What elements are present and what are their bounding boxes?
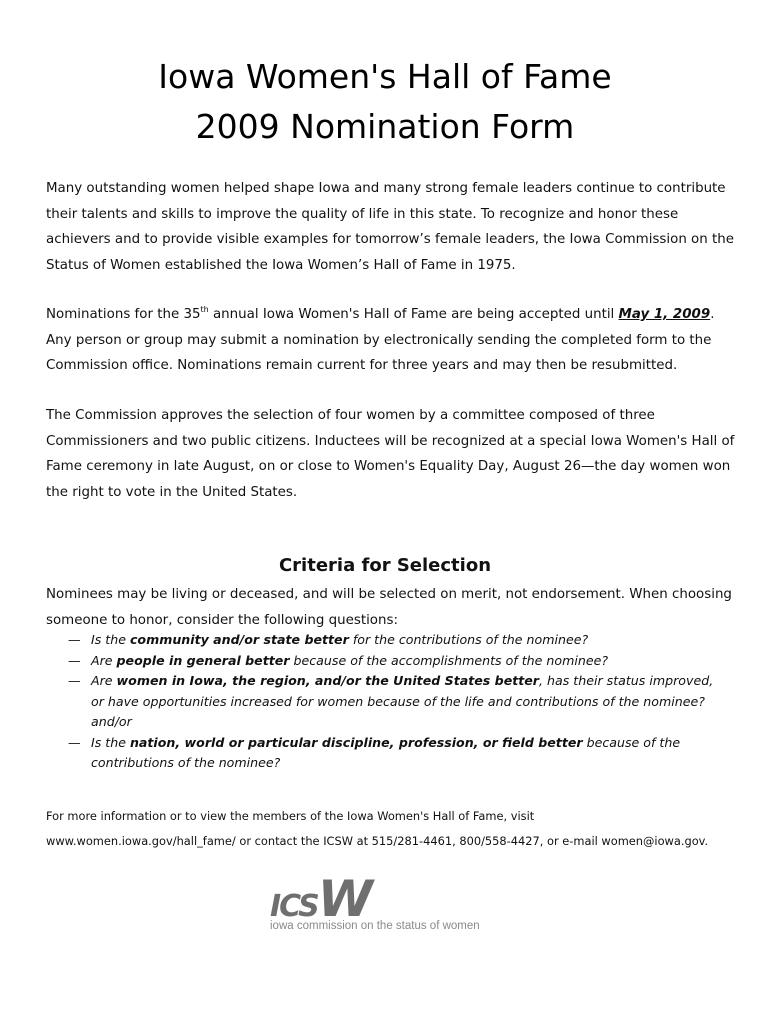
title-line-1: Iowa Women's Hall of Fame: [158, 57, 612, 96]
question-emphasis: women in Iowa, the region, and/or the United States better: [116, 673, 540, 688]
question-text: because of the contributions of the nominee?: [91, 734, 681, 770]
nominations-text-3: . Any person or group may submit a nomination by electronically sending the completed form to the Commission office. Nominations remain current for three years and may then be resubmitted.: [46, 307, 715, 373]
more-info-line-2: www.women.iowa.gov/hall_fame/ or contact the ICSW at 515/281-4461, 800/558-4427, or e-mail women@iowa.gov.: [46, 834, 709, 848]
logo-letters-ics: ICS: [270, 889, 318, 924]
question-emphasis: nation, world or particular discipline, profession, or field better: [129, 734, 583, 750]
question-text: , has their status improved, or have opportunities increased for women because of the life and contributions of the nominee? and/or: [91, 673, 714, 729]
deadline-date: May 1, 2009: [618, 307, 711, 322]
question-text: Is the: [91, 632, 130, 647]
commission-paragraph: The Commission approves the selection of four women by a committee composed of three Commissioners and two public citizens. Inductees will be recognized at a special Iowa Women's Hall of Fame ceremony in late August, on or close to Women's Equality Day, August 26—the day women won the right to vote in the United States.: [46, 408, 735, 500]
criteria-questions: [68, 630, 728, 774]
question-text: Are: [91, 652, 117, 668]
question-emphasis: people in general better: [116, 652, 290, 668]
dash-bullet: —: [68, 632, 81, 647]
logo-tagline: iowa commission on the status of women: [270, 920, 480, 932]
dash-bullet: —: [68, 652, 81, 668]
more-info-line-1: For more information or to view the members of the Iowa Women's Hall of Fame, visit: [46, 809, 535, 823]
criteria-question: [68, 651, 728, 672]
criteria-intro: Nominees may be living or deceased, and will be selected on merit, not endorsement. When choosing someone to honor, consider the following questions:: [46, 587, 732, 628]
dash-bullet: —: [68, 734, 81, 750]
nominations-paragraph: [46, 302, 736, 379]
question-text: for the contributions of the nominee?: [348, 632, 589, 647]
dash-bullet: —: [68, 673, 81, 688]
criteria-question: [68, 671, 728, 733]
nominations-text-1: Nominations for the 35: [46, 307, 201, 322]
title-line-2: 2009 Nomination Form: [195, 107, 575, 146]
criteria-question: [68, 733, 728, 774]
nominations-text-2: annual Iowa Women's Hall of Fame are being accepted until: [208, 307, 619, 322]
icsw-logo: [270, 870, 510, 940]
intro-paragraph: Many outstanding women helped shape Iowa and many strong female leaders continue to contribute their talents and skills to improve the quality of life in this state. To recognize and honor these achievers and to provide visible examples for tomorrow’s female leaders, the Iowa Commission on the Status of Women established the Iowa Women’s Hall of Fame in 1975.: [46, 181, 734, 273]
question-emphasis: community and/or state better: [129, 632, 349, 647]
logo-letter-w: W: [317, 870, 367, 928]
question-text: Is the: [91, 734, 130, 750]
ordinal-suffix: th: [200, 305, 209, 314]
question-text: because of the accomplishments of the nominee?: [289, 652, 609, 668]
criteria-question: [68, 630, 728, 651]
criteria-heading: Criteria for Selection: [278, 555, 492, 576]
question-text: Are: [91, 673, 117, 688]
page-title: [0, 52, 770, 152]
